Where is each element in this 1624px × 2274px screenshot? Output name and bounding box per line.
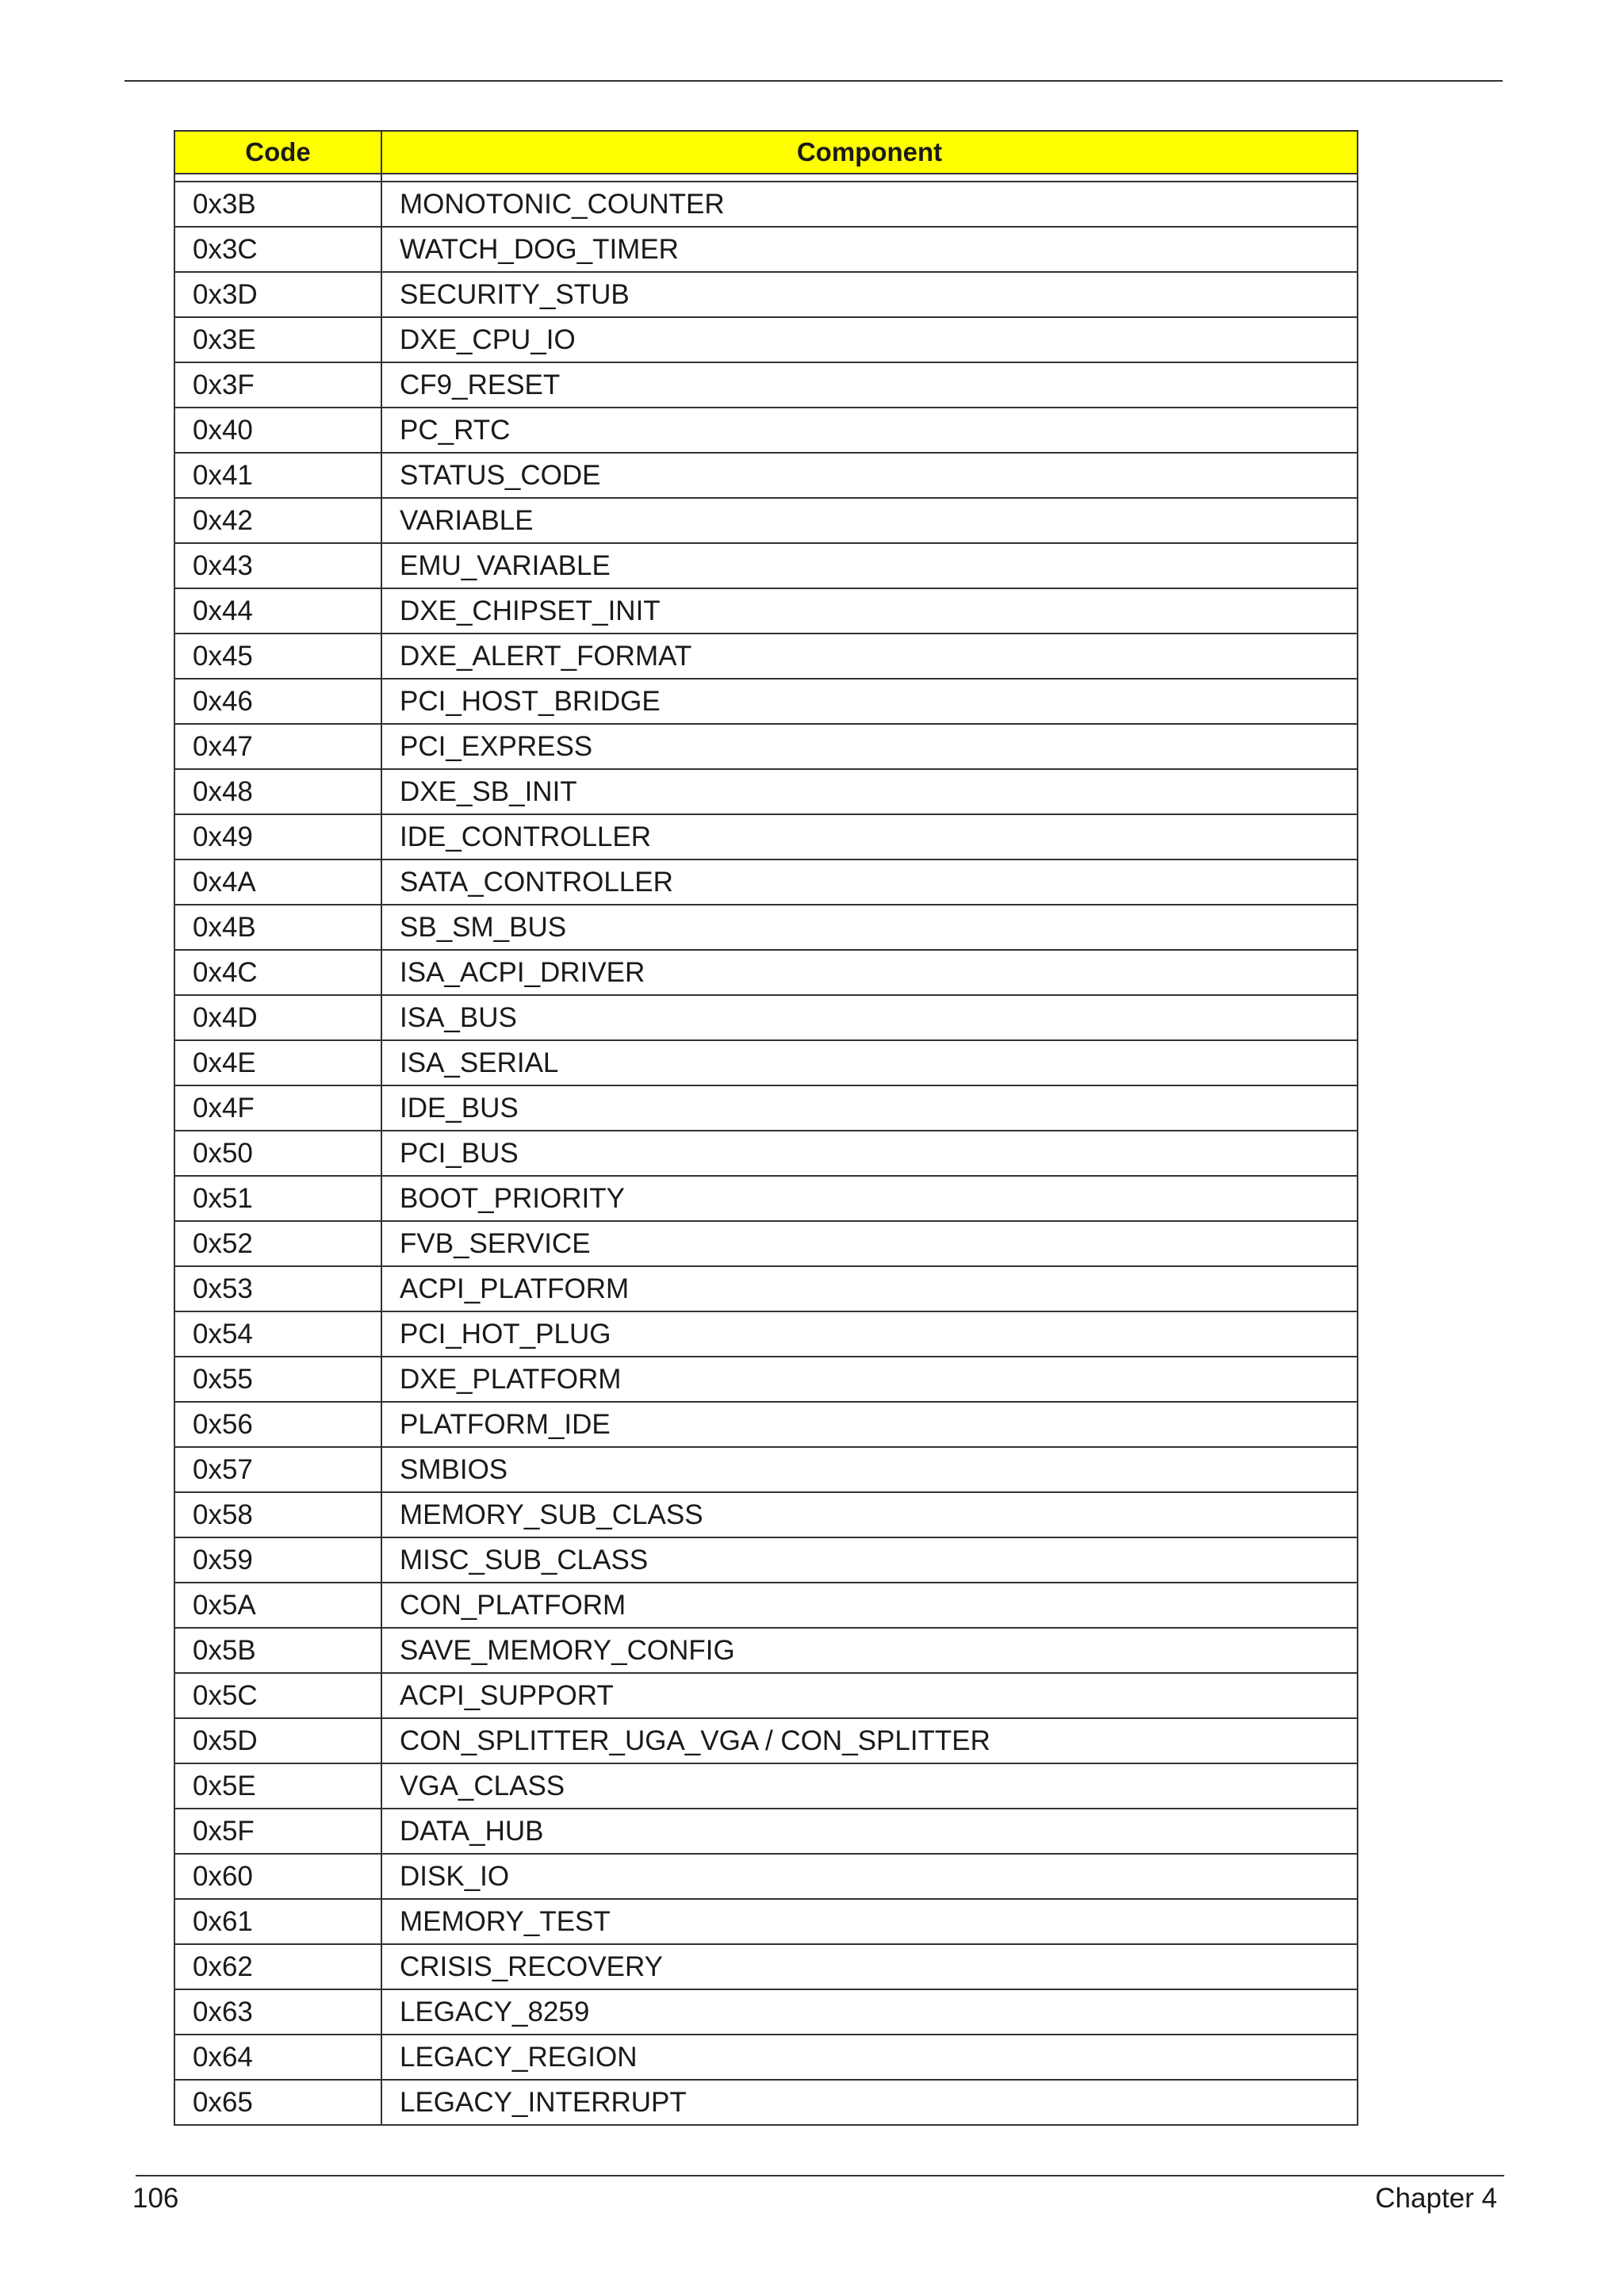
table-row: [174, 1040, 1358, 1085]
table-row: [174, 1989, 1358, 2035]
component-cell: ISA_BUS: [381, 995, 1358, 1040]
table-row: [174, 588, 1358, 634]
table-body: [174, 182, 1358, 2125]
code-cell: 0x54: [174, 1311, 381, 1357]
table-row: [174, 2080, 1358, 2125]
code-cell: 0x44: [174, 588, 381, 634]
component-cell: MONOTONIC_COUNTER: [381, 182, 1358, 227]
table-row: [174, 1357, 1358, 1402]
table-row: [174, 995, 1358, 1040]
component-cell: DXE_SB_INIT: [381, 769, 1358, 814]
table-row: [174, 1718, 1358, 1763]
code-cell: 0x60: [174, 1854, 381, 1899]
table-row: [174, 453, 1358, 498]
table-row: [174, 408, 1358, 453]
code-cell: 0x64: [174, 2035, 381, 2080]
table-row: [174, 1131, 1358, 1176]
component-cell: ISA_SERIAL: [381, 1040, 1358, 1085]
table-row: [174, 1221, 1358, 1266]
table-header-row: [174, 131, 1358, 174]
component-cell: EMU_VARIABLE: [381, 543, 1358, 588]
code-cell: 0x4C: [174, 950, 381, 995]
code-cell: 0x5B: [174, 1628, 381, 1673]
table-row: [174, 1628, 1358, 1673]
table-row: [174, 543, 1358, 588]
component-cell: DXE_CHIPSET_INIT: [381, 588, 1358, 634]
component-cell: DATA_HUB: [381, 1809, 1358, 1854]
table-row: [174, 1085, 1358, 1131]
component-cell: SMBIOS: [381, 1447, 1358, 1492]
table-row: [174, 1944, 1358, 1989]
component-cell: DISK_IO: [381, 1854, 1358, 1899]
header-rule: [124, 80, 1503, 82]
table-row: [174, 769, 1358, 814]
code-cell: 0x47: [174, 724, 381, 769]
code-cell: 0x63: [174, 1989, 381, 2035]
code-cell: 0x3D: [174, 272, 381, 317]
component-cell: IDE_CONTROLLER: [381, 814, 1358, 859]
code-cell: 0x62: [174, 1944, 381, 1989]
code-cell: 0x65: [174, 2080, 381, 2125]
component-cell: MISC_SUB_CLASS: [381, 1537, 1358, 1583]
component-cell: LEGACY_INTERRUPT: [381, 2080, 1358, 2125]
table-row: [174, 1176, 1358, 1221]
table-row: [174, 362, 1358, 408]
table-row: [174, 1537, 1358, 1583]
code-cell: 0x57: [174, 1447, 381, 1492]
code-cell: 0x5A: [174, 1583, 381, 1628]
component-cell: IDE_BUS: [381, 1085, 1358, 1131]
table-row: [174, 182, 1358, 227]
code-cell: 0x4D: [174, 995, 381, 1040]
code-cell: 0x4B: [174, 905, 381, 950]
table-row: [174, 1402, 1358, 1447]
component-cell: DXE_CPU_IO: [381, 317, 1358, 362]
component-cell: BOOT_PRIORITY: [381, 1176, 1358, 1221]
code-cell: 0x5F: [174, 1809, 381, 1854]
component-cell: DXE_PLATFORM: [381, 1357, 1358, 1402]
table-row: [174, 498, 1358, 543]
code-component-table-container: [174, 130, 1358, 2126]
component-cell: STATUS_CODE: [381, 453, 1358, 498]
code-cell: 0x45: [174, 634, 381, 679]
component-cell: CON_SPLITTER_UGA_VGA / CON_SPLITTER: [381, 1718, 1358, 1763]
table-row: [174, 1583, 1358, 1628]
code-cell: 0x49: [174, 814, 381, 859]
code-cell: 0x5D: [174, 1718, 381, 1763]
code-cell: 0x58: [174, 1492, 381, 1537]
code-cell: 0x4A: [174, 859, 381, 905]
footer-rule: [136, 2175, 1504, 2176]
code-cell: 0x43: [174, 543, 381, 588]
code-cell: 0x5E: [174, 1763, 381, 1809]
column-header-component: Component: [381, 131, 1358, 174]
header-spacer-row: [174, 174, 1358, 182]
table-row: [174, 1492, 1358, 1537]
code-component-table: [174, 130, 1358, 2126]
header-spacer-cell: [174, 174, 381, 182]
code-cell: 0x50: [174, 1131, 381, 1176]
code-cell: 0x4F: [174, 1085, 381, 1131]
component-cell: SATA_CONTROLLER: [381, 859, 1358, 905]
table-row: [174, 1266, 1358, 1311]
code-cell: 0x46: [174, 679, 381, 724]
table-row: [174, 1854, 1358, 1899]
component-cell: PCI_HOST_BRIDGE: [381, 679, 1358, 724]
table-row: [174, 724, 1358, 769]
table-row: [174, 2035, 1358, 2080]
code-cell: 0x61: [174, 1899, 381, 1944]
code-cell: 0x48: [174, 769, 381, 814]
table-row: [174, 950, 1358, 995]
component-cell: CF9_RESET: [381, 362, 1358, 408]
table-row: [174, 1673, 1358, 1718]
component-cell: LEGACY_8259: [381, 1989, 1358, 2035]
component-cell: LEGACY_REGION: [381, 2035, 1358, 2080]
component-cell: VARIABLE: [381, 498, 1358, 543]
code-cell: 0x5C: [174, 1673, 381, 1718]
component-cell: MEMORY_SUB_CLASS: [381, 1492, 1358, 1537]
code-cell: 0x3C: [174, 227, 381, 272]
code-cell: 0x52: [174, 1221, 381, 1266]
table-row: [174, 1899, 1358, 1944]
code-cell: 0x51: [174, 1176, 381, 1221]
code-cell: 0x3F: [174, 362, 381, 408]
code-cell: 0x40: [174, 408, 381, 453]
code-cell: 0x53: [174, 1266, 381, 1311]
column-header-code: Code: [174, 131, 381, 174]
table-row: [174, 1763, 1358, 1809]
table-row: [174, 227, 1358, 272]
table-row: [174, 317, 1358, 362]
code-cell: 0x55: [174, 1357, 381, 1402]
table-header: [174, 131, 1358, 182]
code-cell: 0x4E: [174, 1040, 381, 1085]
code-cell: 0x42: [174, 498, 381, 543]
component-cell: ACPI_PLATFORM: [381, 1266, 1358, 1311]
table-row: [174, 1447, 1358, 1492]
code-cell: 0x3B: [174, 182, 381, 227]
component-cell: SECURITY_STUB: [381, 272, 1358, 317]
code-cell: 0x56: [174, 1402, 381, 1447]
code-cell: 0x41: [174, 453, 381, 498]
component-cell: PCI_HOT_PLUG: [381, 1311, 1358, 1357]
table-row: [174, 634, 1358, 679]
component-cell: SAVE_MEMORY_CONFIG: [381, 1628, 1358, 1673]
header-spacer-cell: [381, 174, 1358, 182]
component-cell: PC_RTC: [381, 408, 1358, 453]
table-row: [174, 814, 1358, 859]
table-row: [174, 1311, 1358, 1357]
table-row: [174, 679, 1358, 724]
component-cell: FVB_SERVICE: [381, 1221, 1358, 1266]
component-cell: SB_SM_BUS: [381, 905, 1358, 950]
component-cell: CON_PLATFORM: [381, 1583, 1358, 1628]
chapter-label: Chapter 4: [1375, 2183, 1497, 2214]
component-cell: ISA_ACPI_DRIVER: [381, 950, 1358, 995]
component-cell: PLATFORM_IDE: [381, 1402, 1358, 1447]
code-cell: 0x59: [174, 1537, 381, 1583]
component-cell: CRISIS_RECOVERY: [381, 1944, 1358, 1989]
component-cell: MEMORY_TEST: [381, 1899, 1358, 1944]
component-cell: PCI_EXPRESS: [381, 724, 1358, 769]
component-cell: VGA_CLASS: [381, 1763, 1358, 1809]
table-row: [174, 1809, 1358, 1854]
component-cell: ACPI_SUPPORT: [381, 1673, 1358, 1718]
component-cell: PCI_BUS: [381, 1131, 1358, 1176]
table-row: [174, 272, 1358, 317]
page-number: 106: [132, 2183, 179, 2214]
table-row: [174, 859, 1358, 905]
table-row: [174, 905, 1358, 950]
code-cell: 0x3E: [174, 317, 381, 362]
component-cell: WATCH_DOG_TIMER: [381, 227, 1358, 272]
component-cell: DXE_ALERT_FORMAT: [381, 634, 1358, 679]
